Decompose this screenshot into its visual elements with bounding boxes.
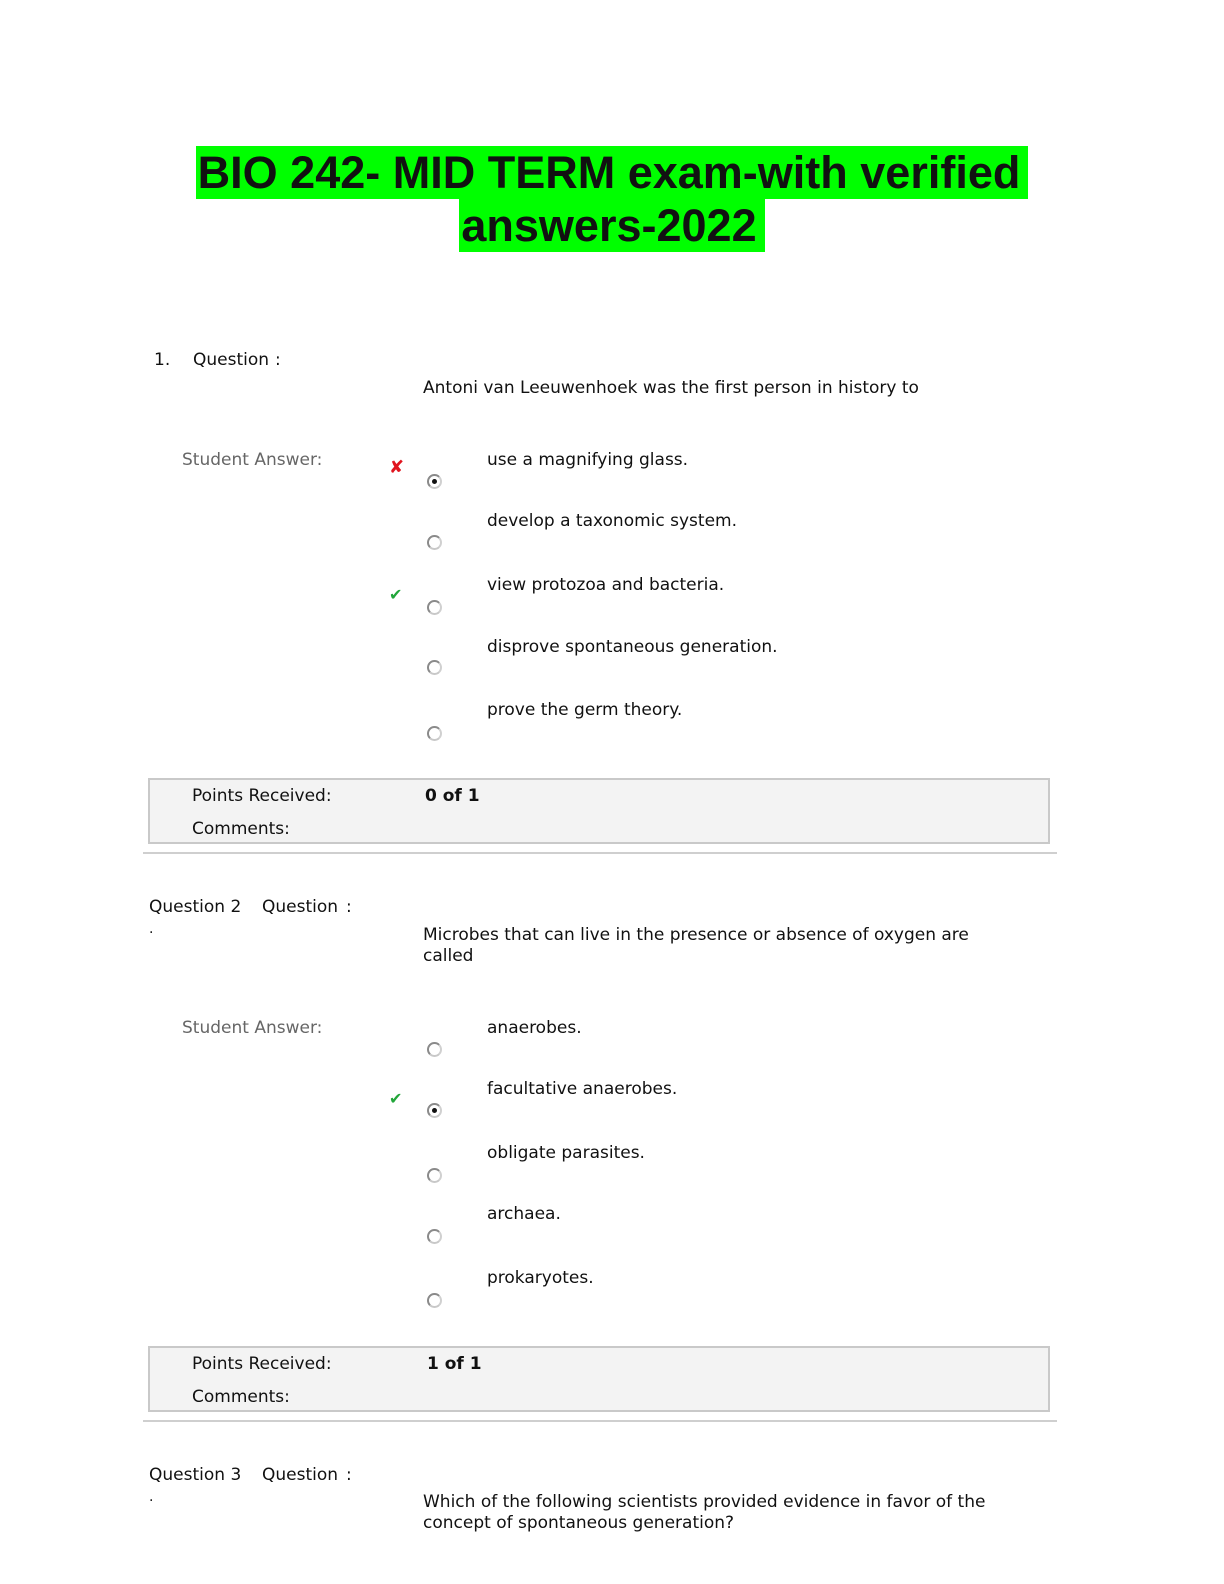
q2-option-4-text: archaea.	[487, 1204, 561, 1224]
q1-option-2-text: develop a taxonomic system.	[487, 511, 738, 531]
question-2-dot: .	[149, 921, 154, 937]
check-icon: ✔	[389, 1089, 403, 1108]
q1-option-5-text: prove the germ theory.	[487, 700, 683, 720]
question-1-number: 1.	[154, 350, 171, 370]
title-line-2: answers-2022	[459, 199, 764, 252]
question-3-text: Which of the following scientists provided evidence in favor of the concept of spontaneous generation?	[423, 1492, 986, 1533]
q1-option-2-radio[interactable]	[427, 535, 442, 550]
question-2-colon: :	[346, 897, 352, 917]
points-received-label: Points Received:	[192, 1354, 332, 1374]
question-2-student-answer-label: Student Answer:	[182, 1018, 323, 1038]
q2-option-3-radio[interactable]	[427, 1168, 442, 1183]
q2-option-2-text: facultative anaerobes.	[487, 1079, 678, 1099]
question-3-dot: .	[149, 1489, 154, 1505]
question-2-label: Question	[262, 897, 339, 917]
q2-option-3-text: obligate parasites.	[487, 1143, 645, 1163]
question-1-student-answer-label: Student Answer:	[182, 450, 323, 470]
question-2-number: Question 2	[149, 897, 242, 917]
q1-option-4-text: disprove spontaneous generation.	[487, 637, 778, 657]
document-title	[0, 146, 1224, 252]
cross-icon: ✘	[389, 457, 405, 478]
question-3-number: Question 3	[149, 1465, 242, 1485]
q1-option-1-radio[interactable]	[427, 474, 442, 489]
question-divider	[143, 852, 1057, 854]
question-2-points-box	[148, 1346, 1050, 1412]
question-1-label: Question	[193, 350, 270, 370]
q1-option-4-radio[interactable]	[427, 660, 442, 675]
question-1-points-box	[148, 778, 1050, 844]
comments-label: Comments:	[192, 819, 290, 839]
q1-option-3-text: view protozoa and bacteria.	[487, 575, 725, 595]
question-3-colon: :	[346, 1465, 352, 1485]
check-icon: ✔	[389, 585, 403, 604]
q1-option-1-text: use a magnifying glass.	[487, 450, 689, 470]
question-3-label: Question	[262, 1465, 339, 1485]
question-1-text: Antoni van Leeuwenhoek was the first person in history to	[423, 378, 919, 398]
q2-option-5-text: prokaryotes.	[487, 1268, 594, 1288]
q1-option-3-radio[interactable]	[427, 600, 442, 615]
q2-option-1-text: anaerobes.	[487, 1018, 582, 1038]
question-1-colon: :	[275, 350, 281, 370]
question-2-text: Microbes that can live in the presence or absence of oxygen are called	[423, 925, 969, 966]
comments-label: Comments:	[192, 1387, 290, 1407]
q2-option-1-radio[interactable]	[427, 1042, 442, 1057]
points-received-label: Points Received:	[192, 786, 332, 806]
points-received-value: 1 of 1	[427, 1354, 482, 1374]
q1-option-5-radio[interactable]	[427, 726, 442, 741]
points-received-value: 0 of 1	[425, 786, 480, 806]
q2-option-4-radio[interactable]	[427, 1229, 442, 1244]
q2-option-2-radio[interactable]	[427, 1103, 442, 1118]
title-line-1: BIO 242- MID TERM exam-with verified	[196, 146, 1029, 199]
question-divider	[143, 1420, 1057, 1422]
q2-option-5-radio[interactable]	[427, 1293, 442, 1308]
